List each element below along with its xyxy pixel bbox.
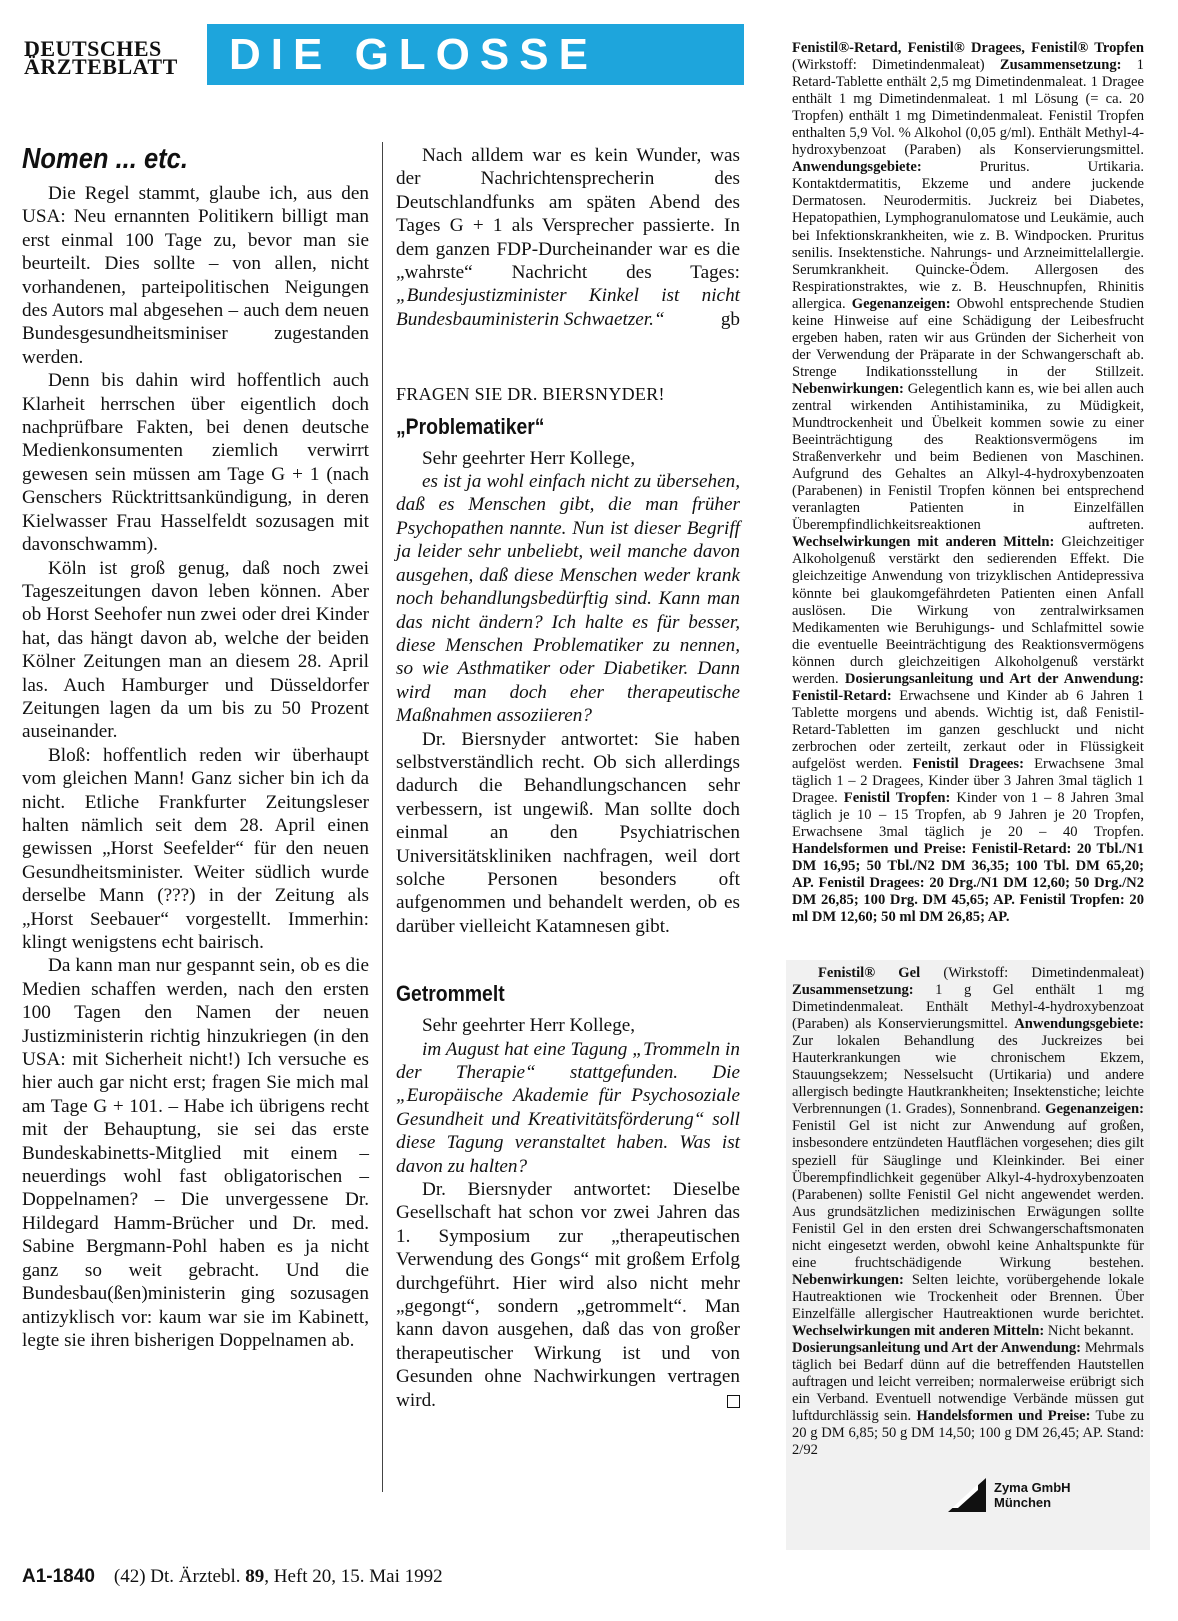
masthead-line1: DEUTSCHES <box>24 36 162 61</box>
qa-answer: Dr. Biersnyder antwortet: Sie haben selbstverständlich recht. Ob sich allerdings dadurch die Behandlungschancen sehr verbessern, ist ungewiß. Man sollte doch einmal an den Psychiatrischen Universitätskliniken nachfragen, weil dort solche Personen besonders oft aufgenommen und behandelt werden, ob es darüber vielleicht Katamnesen gibt. <box>396 728 740 937</box>
qa-salutation: Sehr geehrter Herr Kollege, <box>422 1015 636 1037</box>
article-continuation: Nach alldem war es kein Wunder, was der Nachrichtensprecherin des Deutschlandfunks am späten Abend des Tages G + 1 als Versprecher passierte. In dem ganzen FDP-Durcheinander war es die „wahrste“ Nachricht des Tages: „Bundesjustizminister Kinkel ist nicht Bundesbauministerin Schwaetzer.“ gb <box>396 145 740 330</box>
masthead-line2: ÄRZTEBLATT <box>24 54 178 79</box>
ad-bold-run: Zusammensetzung: <box>792 982 914 999</box>
ad-bold-run: Fenistil Tropfen: <box>843 790 951 807</box>
qa-section-label: FRAGEN SIE DR. BIERSNYDER! <box>396 384 665 405</box>
column-divider <box>382 142 383 1492</box>
ad-text-run: Fenistil Gel ist nicht zur Anwendung auf großen, insbesondere entzündeten Hautflächen vorgesehen; dies gilt speziell für Säuglinge und Kleinkinder. Bei einer Überempfindlichkeit gegenüber Alkyl-4-hydroxybenzoaten (Parabenen) sollte Fenistil Gel nicht angewendet werden. Aus grundsätzlichen medizinischen Erwägungen sollte Fenistil Gel in den ersten drei Schwangerschaftsmonaten nicht eingesetzt werden, obwohl keine Anhaltspunkte für eine fruchtschädigende Wirkung bestehen. <box>792 1118 1144 1271</box>
ad-text-run: Selten leichte, vorübergehende lokale Hautreaktionen wie Trockenheit oder Brennen. Über Einzelfälle allergischer Hautreaktionen wurde berichtet. <box>792 1271 1144 1322</box>
company-line2: München <box>994 1495 1052 1510</box>
qa-question: es ist ja wohl einfach nicht zu übersehen, daß es Menschen gibt, die man früher Psychopathen nannte. Nun ist dieser Begriff ja leider sehr unbeliebt, weil manche davon ausgehen, daß diese Menschen weder krank noch behandlungsbedürftig sind. Kann man das nicht ändern? Ich halte es für besser, diese Menschen Problematiker zu nennen, so wie Asthmatiker oder Diabetiker. Dann wird man doch eher therapeutische Maßnahmen assoziieren? <box>396 471 740 727</box>
masthead <box>24 36 178 79</box>
ad-bold-run: Wechselwirkungen mit anderen Mitteln: <box>792 1322 1045 1339</box>
end-mark-icon <box>727 1395 740 1408</box>
ad-bold-run: Fenistil Dragees: <box>912 755 1024 772</box>
ad-bold-run: Dosierungsanleitung und Art der Anwendung: Fenistil-Retard: <box>792 670 1145 704</box>
ad-bold-run: Fenistil®-Retard, Fenistil® Dragees, Fenistil® Tropfen <box>792 40 1144 56</box>
ad-bold-run: Anwendungsgebiete: <box>792 159 922 176</box>
article-paragraph: Köln ist groß genug, daß noch zwei Tageszeitungen davon leben können. Aber ob Horst Seehofer nun zwei oder drei Kinder hat, das hängt davon ab, welche der beiden Kölner Zeitungen man an diesem 28. April las. Auch Hamburger und Düsseldorfer Zeitungen lagen da um bis zu 50 Prozent auseinander. <box>22 557 369 743</box>
article-headline: Nomen ... etc. <box>22 143 188 175</box>
ad-bold-run: Zusammensetzung: <box>999 57 1122 74</box>
ad-text-run: Erwachsene und Kinder ab 6 Jahren 1 Tablette morgens und abends. Wichtig ist, daß Fenistil-Retard-Tabletten im ganzen geschluckt und nicht zerbrochen oder zerteilt, zerkaut oder in Flüssigkeit aufgelöst werden. <box>792 687 1144 772</box>
ad-bold-run: Gegenanzeigen: <box>851 295 951 312</box>
section-banner: DIE GLOSSE <box>207 24 744 85</box>
ad-text-run: Pruritus. Urtikaria. Kontaktdermatitis, Ekzeme und andere juckende Dermatosen. Neurodermitis. Juckreiz bei Diabetes, Hepatopathien, Lymphogranulomatose und Leukämie, auch bei Infektionskrankheiten, wie z. B. Windpocken. Pruritus senilis. Insektenstiche. Nahrungs- und Arzneimittelallergie. Serumkrankheit. Quincke-Ödem. Allergosen des Respirationstraktes, wie z. B. Heuschnupfen, Rhinitis allergica. <box>792 159 1144 312</box>
ad-text-run: Tube zu 20 g DM 6,85; 50 g DM 14,50; 100 g DM 26,45; AP. Stand: 2/92 <box>792 1408 1144 1459</box>
ad-text-run: 1 g Gel enthält 1 mg Dimetindenmaleat. Enthält Methyl-4-hydroxybenzoat (Paraben) als Konservierungsmittel. <box>792 982 1144 1033</box>
citation-pre: (42) Dt. Ärztebl. <box>113 1566 246 1587</box>
ad-gel-paragraph <box>792 965 1144 1459</box>
ad-bold-run: Anwendungsgebiete: <box>1014 1016 1144 1033</box>
volume-number: 89 <box>245 1566 265 1587</box>
article-signature: gb <box>720 308 740 330</box>
ad-text-run: Mehrmals täglich bei Bedarf dünn auf die betreffenden Hautstellen auftragen und leicht verreiben; normalerweise erübrigt sich ein Verband. Eventuell notwendige Verbände müssen gut luftdurchlässig sein. <box>792 1340 1144 1425</box>
ad-bold-run: Wechselwirkungen mit anderen Mitteln: <box>792 534 1055 551</box>
article-paragraph: Die Regel stammt, glaube ich, aus den USA: Neu ernannten Politikern billigt man erst einmal 100 Tage zu, bevor man sie beurteilt. Dies sollte – von allen, nicht vorhandenen, parteipolitischen Neigungen des Autors mal abgesehen – auch dem neuen Bundesgesundheitsminiser zugestanden werden. <box>22 183 369 368</box>
ad-gel-text <box>792 965 1144 1459</box>
ad-text-run: Obwohl entsprechende Studien keine Hinweise auf eine Schädigung der Leibesfrucht ergeben haben, raten wir aus Gründen der Sicherheit von der Verwendung der Präparate in der Schwangerschaft ab. Strenge Indikationsstellung in der Stillzeit. <box>792 295 1145 380</box>
article-paragraph: Bloß: hoffentlich reden wir überhaupt vom gleichen Mann! Ganz sicher bin ich da nicht. Etliche Frankfurter Zeitungsleser halten nämlich seit dem 28. April einen gewissen „Horst Seefelder“ für den neuen Gesundheitsminister. Weiter südlich wurde derselbe Mann (???) in der Zeitung als „Horst Seebauer“ vorgestellt. Immerhin: klingt wenigstens echt bairisch. <box>22 744 369 953</box>
ad-retard-text <box>792 40 1144 926</box>
ad-text-run: Nicht bekannt. <box>1044 1322 1134 1339</box>
company-line1: Zyma GmbH <box>994 1480 1071 1495</box>
page-folio: A1-1840 <box>22 1566 95 1587</box>
ad-text-run: Zur lokalen Behandlung des Juckreizes bei Hauterkrankungen wie chronischem Ekzem, Stauungsekzem; Nesselsucht (Urtikaria) und andere allergisch bedingte Hautkrankheiten; Insektenstiche; leichte Verbrennungen (1. Grades), Sonnenbrand. <box>792 1033 1144 1118</box>
qa-answer: Dr. Biersnyder antwortet: Dieselbe Gesellschaft hat schon vor zwei Jahren das 1. Symposium zur „therapeutischen Verwendung des Gongs“ mit großem Erfolg durchgeführt. Hier wird also nicht mehr „gegongt“, sondern „getrommelt“. Man kann davon ausgehen, daß das von großer therapeutischer Wirkung ist und von Gesunden ohne Nachwirkungen vertragen wird. <box>396 1179 740 1411</box>
qa-title: Getrommelt <box>396 981 505 1007</box>
article-column-middle <box>396 144 740 1412</box>
article-paragraph: Denn bis dahin wird hoffentlich auch Klarheit herrschen über eigentlich doch nachprüfbare Fakten, bei denen deutsche Medienkonsumenten ziemlich verwirrt gewesen sein müssen am Tage G + 1 (nach Genschers Rücktrittsankündigung, in deren Kielwasser Frau Hasselfeldt sozusagen mit davonschwamm). <box>22 370 369 556</box>
article-quote: „Bundesjustizminister Kinkel ist nicht Bundesbauministerin Schwaetzer.“ <box>396 285 740 330</box>
ad-bold-run: Fenistil® Gel <box>818 965 921 981</box>
ad-text-run: (Wirkstoff: Dimetindenmaleat) <box>920 965 1144 981</box>
ad-text-run: Gelegentlich kann es, wie bei allen auch zentral wirkenden Antihistaminika, zu Müdigkeit, Mundtrockenheit und Übelkeit kommen sowie zu einer Beeinträchtigung des Reaktionsvermögens im Straßenverkehr und beim Bedienen von Maschinen. Aufgrund des Gehaltes an Alkyl-4-hydroxybenzoaten (Parabenen) in Fenistil Tropfen können bei entsprechend veranlagten Patienten in Einzelfällen Überempfindlichkeitsreaktionen auftreten. <box>792 380 1144 534</box>
qa-question: im August hat eine Tagung „Trommeln in der Therapie“ stattgefunden. Die „Europäische Akademie für Psychosoziale Gesundheit und Kreativitätsförderung“ soll diese Tagung veranstaltet haben. Was ist davon zu halten? <box>396 1038 740 1177</box>
article-paragraph: Da kann man nur gespannt sein, ob es die Medien schaffen werden, nach den ersten 100 Tagen den Namen der neuen Justizministerin richtig hinzukriegen (in den USA: mit Sicherheit nicht!) Ich versuche es hier auch gar nicht erst; fragen Sie mich mal am Tage G + 101. – Habe ich übrigens recht mit der Behauptung, sie sei das erste Bundeskabinetts-Mitglied mit einem – neuerdings wohl fast obligatorischen – Doppelnamen? – Die unvergessene Dr. Hildegard Hamm-Brücher und Dr. med. Sabine Bergmann-Pohl haben es ja nicht ganz so weit gebracht. Und die Bundesbau(ßen)ministerin ging sozusagen antizyklisch vor: kaum war sie im Kabinett, legte sie ihren bisherigen Doppelnamen ab. <box>22 955 369 1351</box>
ad-bold-run: Handelsformen und Preise: Fenistil-Retard: 20 Tbl./N1 DM 16,95; 50 Tbl./N2 DM 36,35; 100 Tbl. DM 65,20; AP. Fenistil Dragees: 20 Drg./N1 DM 12,60; 50 Drg./N2 DM 26,85; 100 Drg. DM 45,65; AP. Fenistil Tropfen: 20 ml DM 12,60; 50 ml DM 26,85; AP. <box>792 841 1144 926</box>
ad-bold-run: Nebenwirkungen: <box>792 380 904 397</box>
ad-text-run: Erwachsene 3mal täglich 1 – 2 Dragees, Kinder über 3 Jahren 3mal täglich 1 Dragee. <box>792 755 1144 807</box>
company-name <box>994 1480 1071 1510</box>
page-footer <box>22 1566 443 1588</box>
ad-bold-run: Gegenanzeigen: <box>1045 1101 1144 1118</box>
ad-text-run: Gleichzeitiger Alkoholgenuß verstärkt den sedierenden Effekt. Die gleichzeitige Anwendung von trizyklischen Antidepressiva könnte bei glaukomgefährdeten Patienten einen Anfall auslösen. Die Wirkung von zentralwirksamen Medikamenten wie Beruhigungs- und Schlafmittel sowie die eventuelle Beeinträchtigung des Reaktionsvermögens können durch gleichzeitigen Alkoholgenuß verstärkt werden. <box>792 534 1144 687</box>
qa-salutation: Sehr geehrter Herr Kollege, <box>422 447 636 469</box>
ad-text-run: Kinder von 1 – 8 Jahren 3mal täglich je 10 – 15 Tropfen, ab 9 Jahren je 20 Tropfen, Erwachsene 3mal täglich je 20 – 40 Tropfen. <box>792 790 1145 841</box>
citation-post: , Heft 20, 15. Mai 1992 <box>264 1566 443 1587</box>
ad-bold-run: Handelsformen und Preise: <box>916 1408 1091 1425</box>
ad-text-run: (Wirkstoff: Dimetindenmaleat) <box>792 57 1000 74</box>
ad-text-run: 1 Retard-Tablette enthält 2,5 mg Dimetindenmaleat. 1 Dragee enthält 1 mg Dimetindenmaleat. 1 ml Lösung (= ca. 20 Tropfen) enthält 1 mg Dimetindenmaleat. Fenistil Tropfen enthalten 5,9 Vol. % Alkohol (0,05 g/ml). Enthält Methyl-4-hydroxybenzoat (Paraben) als Konservierungsmittel. <box>792 57 1144 159</box>
ad-bold-run: Dosierungsanleitung und Art der Anwendung: <box>792 1340 1082 1357</box>
article-column-left <box>22 142 369 1352</box>
qa-title: „Problematiker“ <box>396 413 545 439</box>
zyma-logo-icon <box>948 1478 986 1512</box>
ad-bold-run: Nebenwirkungen: <box>792 1271 904 1288</box>
ad-retard-paragraph <box>792 40 1144 926</box>
